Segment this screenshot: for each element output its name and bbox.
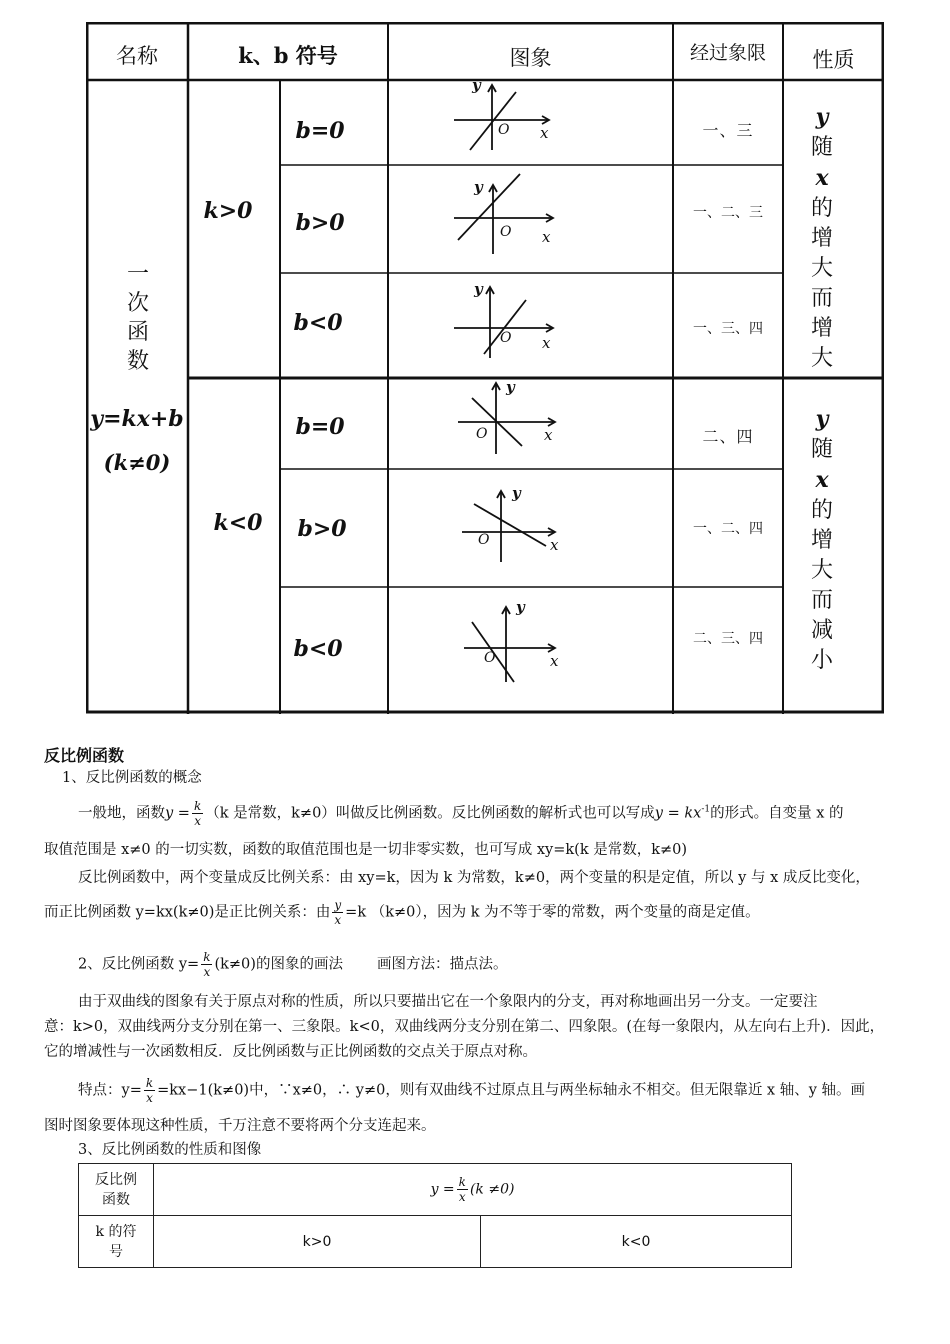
k-positive: k>0: [203, 198, 253, 224]
inverse-function-table: [78, 1163, 792, 1268]
graph-k-pos-b-neg: [454, 287, 553, 358]
origin-label: O: [498, 122, 510, 138]
subsection-heading-properties: 3、反比例函数的性质和图像: [78, 1142, 262, 1158]
axis-x-label: x: [550, 536, 559, 554]
paragraph-concept-line2: 取值范围是 x≠0 的一切实数，函数的取值范围也是一切非零实数，也可写成 xy=k(k 是常数，k≠0): [44, 842, 688, 858]
quadrants-value: 一、二、四: [693, 521, 763, 537]
axis-y-label: y: [472, 76, 481, 94]
b-value: b=0: [295, 414, 345, 440]
quadrants-value: 一、三: [702, 121, 754, 140]
origin-label: O: [500, 224, 512, 240]
origin-label: O: [476, 426, 488, 442]
origin-label: O: [478, 532, 490, 548]
k-positive-cell: k>0: [154, 1216, 481, 1268]
axis-y-label: y: [512, 484, 521, 502]
quadrants-value: 二、四: [702, 427, 754, 446]
header-quadrants: 经过象限: [689, 42, 766, 64]
graph-k-pos-b-zero: [454, 85, 549, 150]
axis-x-label: x: [540, 124, 549, 142]
k-negative: k<0: [213, 510, 263, 536]
paragraph-hyperbola-line3: 它的增减性与一次函数相反．反比例函数与正比例函数的交点关于原点对称。: [44, 1044, 537, 1060]
axis-y-label: y: [474, 178, 483, 196]
header-graph: 图象: [509, 46, 552, 70]
function-name: 一次函数: [126, 262, 149, 374]
property-decreasing: y 随 x 的 增 大 而 减 小: [810, 406, 833, 673]
function-condition: (k≠0): [103, 450, 171, 475]
formula-cell: y = $\frac{k}{x}$ (k ≠0): [154, 1164, 792, 1216]
paragraph-concept-line1: 一般地，函数y = $\frac{k}{x}$ （k 是常数，k≠0）叫做反比例函数。反比例函数的解析式也可以写成$y = kx^{-1}$的形式。自变量 x 的: [78, 799, 844, 828]
axis-x-label: x: [542, 334, 551, 352]
quadrants-value: 一、二、三: [693, 205, 763, 221]
graph-k-neg-b-neg: [464, 607, 555, 682]
axis-x-label: x: [550, 652, 559, 670]
header-sign: k、b 符号: [238, 43, 338, 68]
paragraph-relation-line2: 而正比例函数 y=kx(k≠0)是正比例关系：由 $\frac{y}{x}$ =k （k≠0），因为 k 为不等于零的常数，两个变量的商是定值。: [44, 898, 760, 927]
paragraph-feature-line2: 图时图象要体现这种性质，千万注意不要将两个分支连起来。: [44, 1118, 436, 1134]
b-value: b<0: [293, 310, 343, 336]
header-name: 名称: [116, 44, 158, 68]
axis-y-label: y: [516, 598, 525, 616]
origin-label: O: [484, 650, 496, 666]
axis-x-label: x: [542, 228, 551, 246]
graph-k-pos-b-pos: [454, 174, 553, 254]
axis-y-label: y: [474, 280, 483, 298]
paragraph-hyperbola-line1: 由于双曲线的图象有关于原点对称的性质，所以只要描出它在一个象限内的分支，再对称地画出另一分支。一定要注: [78, 994, 818, 1010]
b-value: b>0: [297, 516, 347, 542]
b-value: b>0: [295, 210, 345, 236]
subsection-heading-drawing: 2、反比例函数 y= $\frac{k}{x}$ (k≠0)的图象的画法 画图方法：描点法。: [78, 950, 508, 979]
b-value: b<0: [293, 636, 343, 662]
property-increasing: y 随 x 的 增 大 而 增 大: [810, 104, 833, 371]
subsection-heading: 1、反比例函数的概念: [62, 770, 202, 786]
axis-x-label: x: [544, 426, 553, 444]
paragraph-hyperbola-line2: 意：k>0，双曲线两分支分别在第一、三象限。k<0，双曲线两分支分别在第二、四象限。(在每一象限内，从左向右上升)．因此，: [44, 1019, 885, 1035]
section-title: 反比例函数: [44, 746, 125, 765]
k-negative-cell: k<0: [481, 1216, 792, 1268]
paragraph-relation-line1: 反比例函数中，两个变量成反比例关系：由 xy=k，因为 k 为常数，k≠0，两个变量的积是定值，所以 y 与 x 成反比变化，: [78, 870, 870, 886]
b-value: b=0: [295, 118, 345, 144]
linear-function-table: [86, 22, 884, 714]
paragraph-feature-line1: 特点：y= $\frac{k}{x}$ =kx−1(k≠0)中，∵x≠0，∴ y≠0，则有双曲线不过原点且与两坐标轴永不相交。但无限靠近 x 轴、y 轴。画: [78, 1076, 866, 1105]
axis-y-label: y: [506, 378, 515, 396]
function-formula: y=kx+b: [90, 406, 184, 432]
graph-k-neg-b-pos: [462, 491, 555, 562]
quadrants-value: 一、三、四: [693, 321, 763, 337]
header-property: 性质: [812, 48, 855, 72]
origin-label: O: [500, 330, 512, 346]
row-label-k-sign: k 的符 号: [79, 1216, 154, 1268]
quadrants-value: 二、三、四: [693, 631, 763, 647]
row-label-function: 反比例 函数: [79, 1164, 154, 1216]
